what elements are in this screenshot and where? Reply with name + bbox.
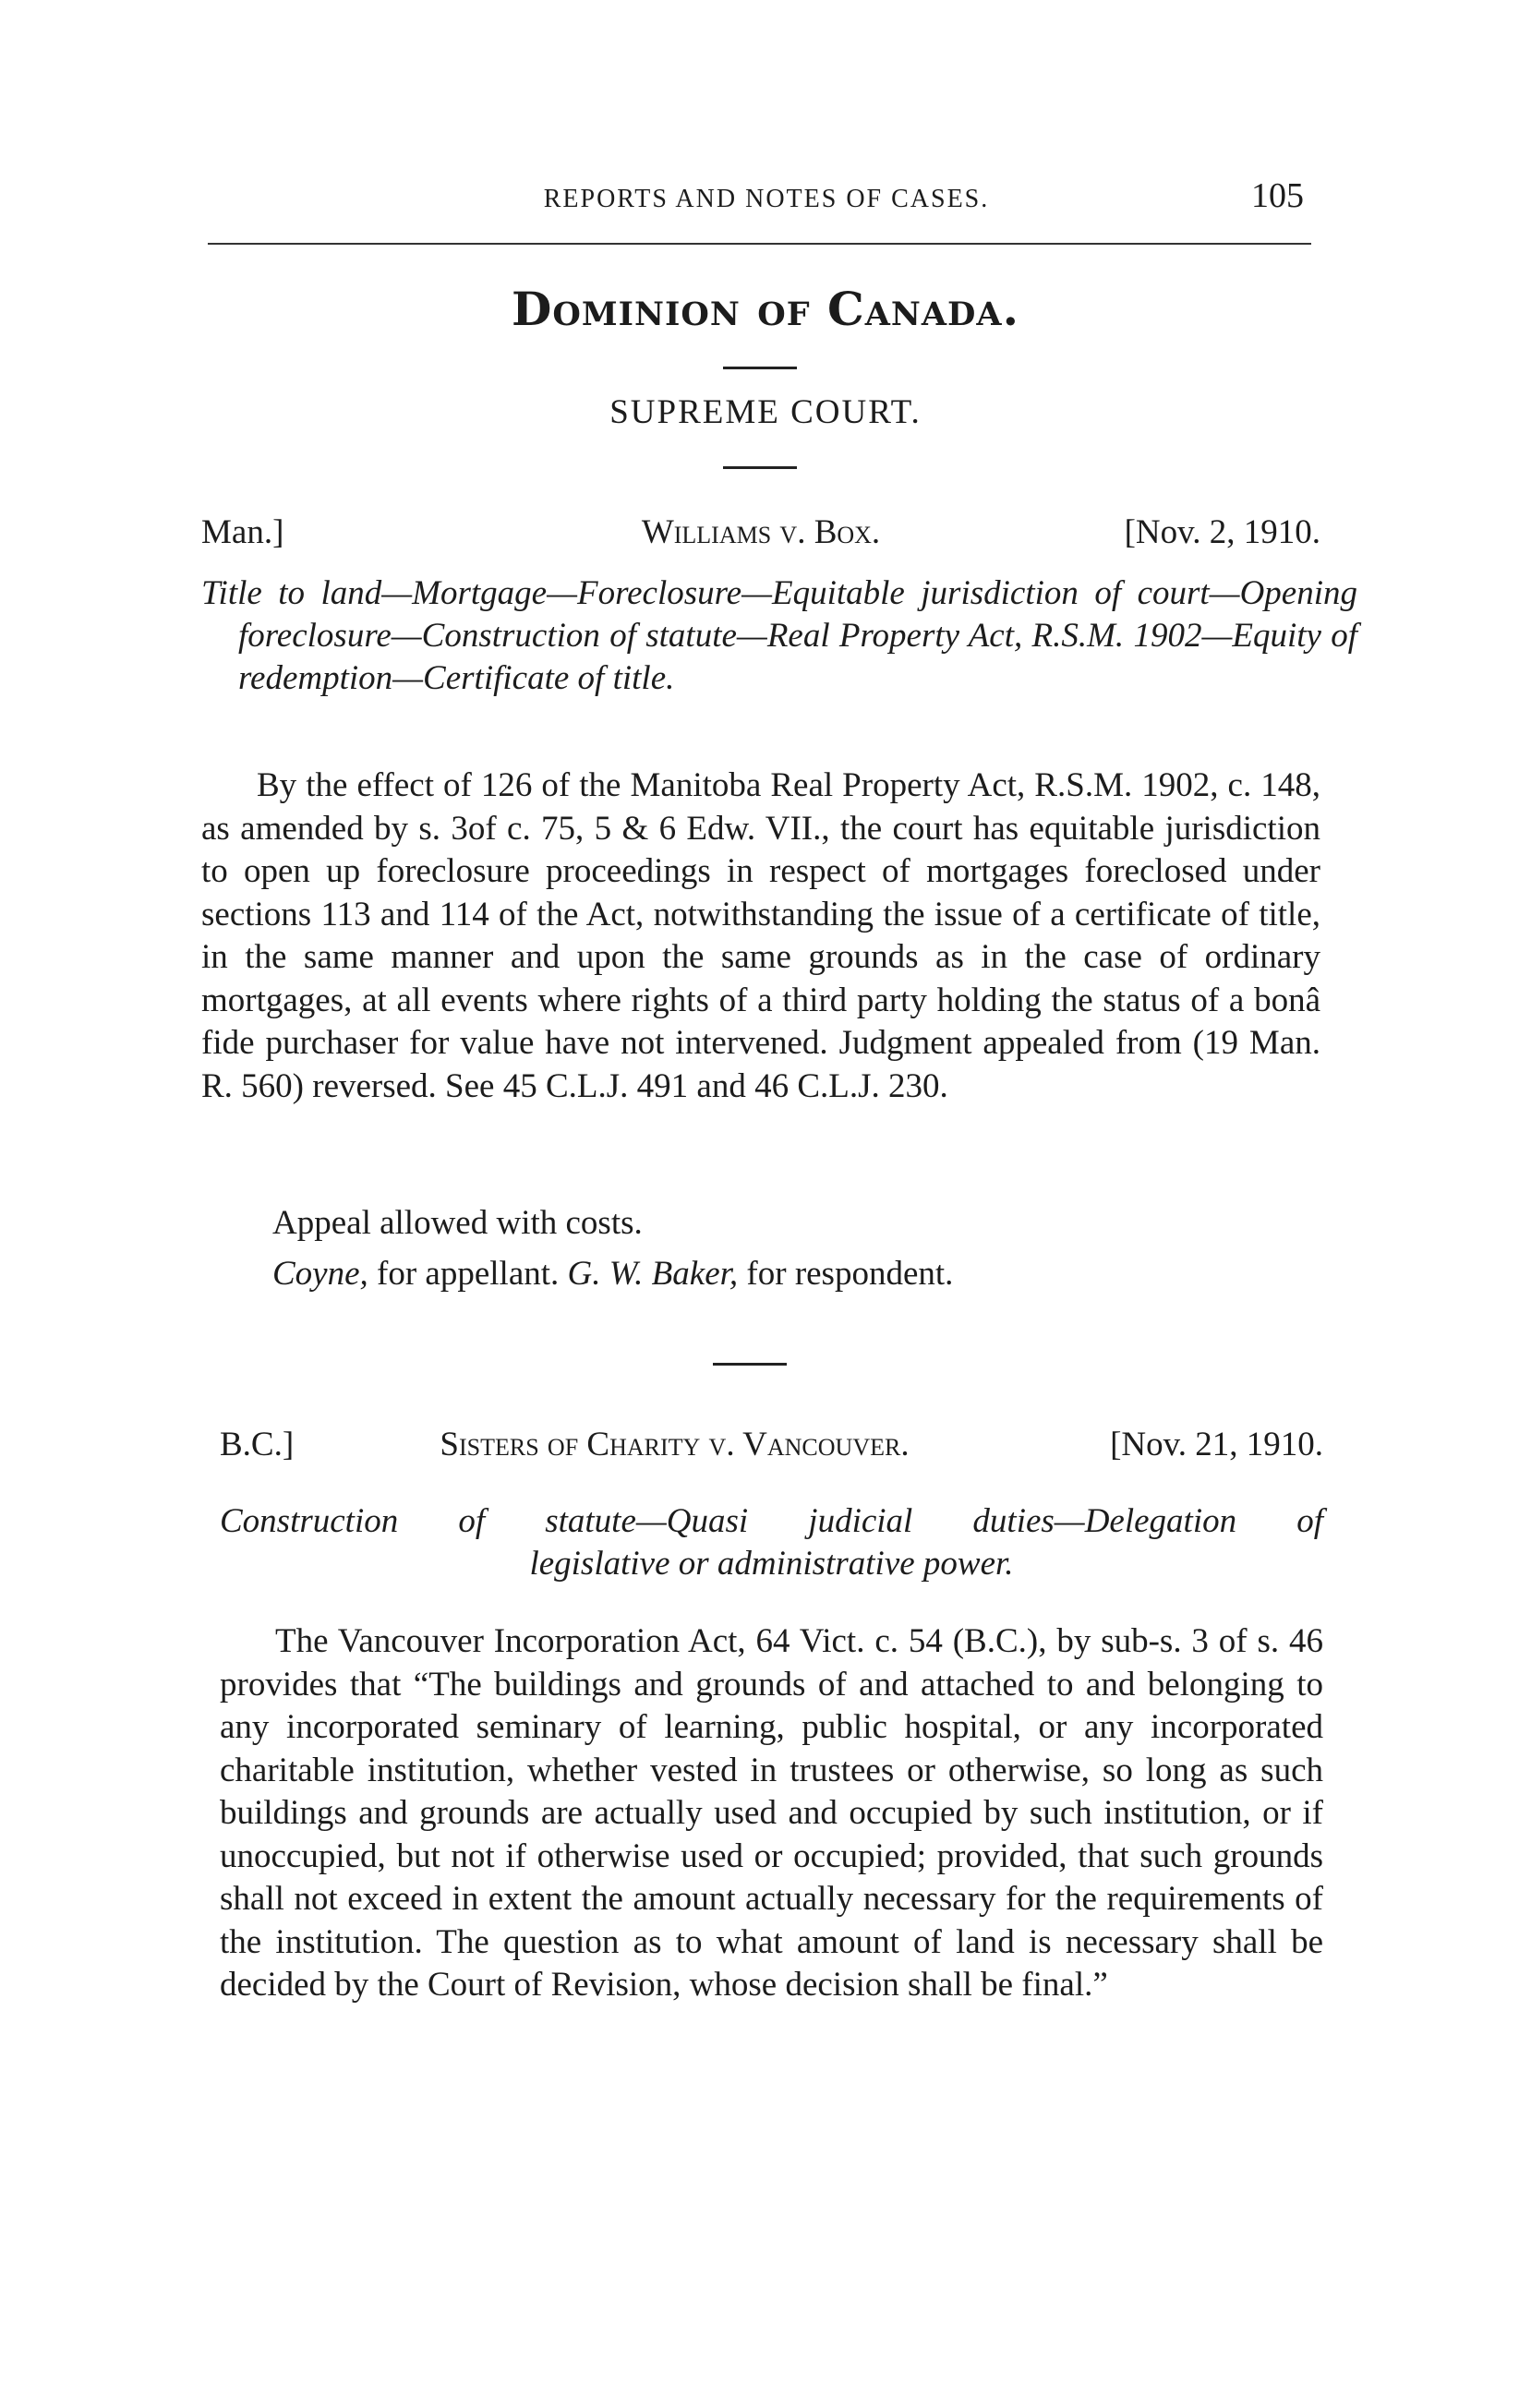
case2-headnote-line1: Construction of statute—Quasi judicial duties—Delegation of [220,1502,1323,1540]
case1-counsel [217,1251,1376,1297]
appellant-counsel: Coyne, [272,1255,368,1293]
case1-headnote: Title to land—Mortgage—Foreclosure—Equitable jurisdiction of court—Opening foreclosure—Construction of statute—Real Property Act, R.S.M. 1902—Equity of redemption—Certificate of title. [201,574,1357,697]
case-divider [713,1363,787,1366]
court-divider [723,466,797,469]
case1-holding: By the effect of 126 of the Manitoba Real Property Act, R.S.M. 1902, c. 148, as amended by s. 3of c. 75, 5 & 6 Edw. VII., the court has equitable jurisdiction to open up foreclosure proceedings in respect of mortgages foreclosed under sections 113 and 114 of the Act, notwithstanding the issue of a certificate of title, in the same manner and upon the same grounds as in the case of ordinary mortgages, at all events where rights of a third party holding the status of a bonâ fide purchaser for value have not intervened. Judgment appealed from (19 Man. R. 560) reversed. See 45 C.L.J. 491 and 46 C.L.J. 230. [201,766,1320,1105]
case2-date: [Nov. 21, 1910. [1110,1426,1323,1463]
page-number: 105 [1251,176,1304,215]
case2-parties: Sisters of Charity v. Vancouver. [440,1426,910,1463]
court-name: SUPREME COURT. [609,393,922,431]
header-rule [208,243,1311,245]
case2-headnote [220,1500,1323,1585]
case2-body: The Vancouver Incorporation Act, 64 Vict. c. 54 (B.C.), by sub-s. 3 of s. 46 provides that “The buildings and grounds of and attached to and belonging to any incorporated seminary of learning, public hospital, or any incorporated charitable institution, whether vested in trustees or otherwise, so long as such buildings and grounds are actually used and occupied by such institution, or if unoccupied, but not if otherwise used or occupied; provided, that such grounds shall not exceed in extent the amount actually necessary for the requirements of the institution. The question as to what amount of land is necessary shall be decided by the Court of Revision, whose decision shall be final.” [220,1622,1323,2004]
case1-date: [Nov. 2, 1910. [1124,513,1320,551]
title-divider [723,367,797,369]
respondent-counsel: G. W. Baker, [567,1255,739,1293]
case2-caption [220,1425,1323,1466]
case2-headnote-line2: legislative or administrative power. [529,1545,1014,1583]
section-title: Dominion of Canada. [512,282,1019,336]
case1-parties: Williams v. Box. [641,513,881,551]
case1-result: Appeal allowed with costs. [272,1204,643,1242]
appellant-role: for appellant. [368,1255,568,1293]
case1-province: Man.] [201,513,284,551]
running-header [212,175,1320,222]
case2-province: B.C.] [220,1426,295,1463]
running-title: REPORTS AND NOTES OF CASES. [543,185,990,213]
respondent-role: for respondent. [738,1255,954,1293]
case1-caption [201,512,1320,554]
